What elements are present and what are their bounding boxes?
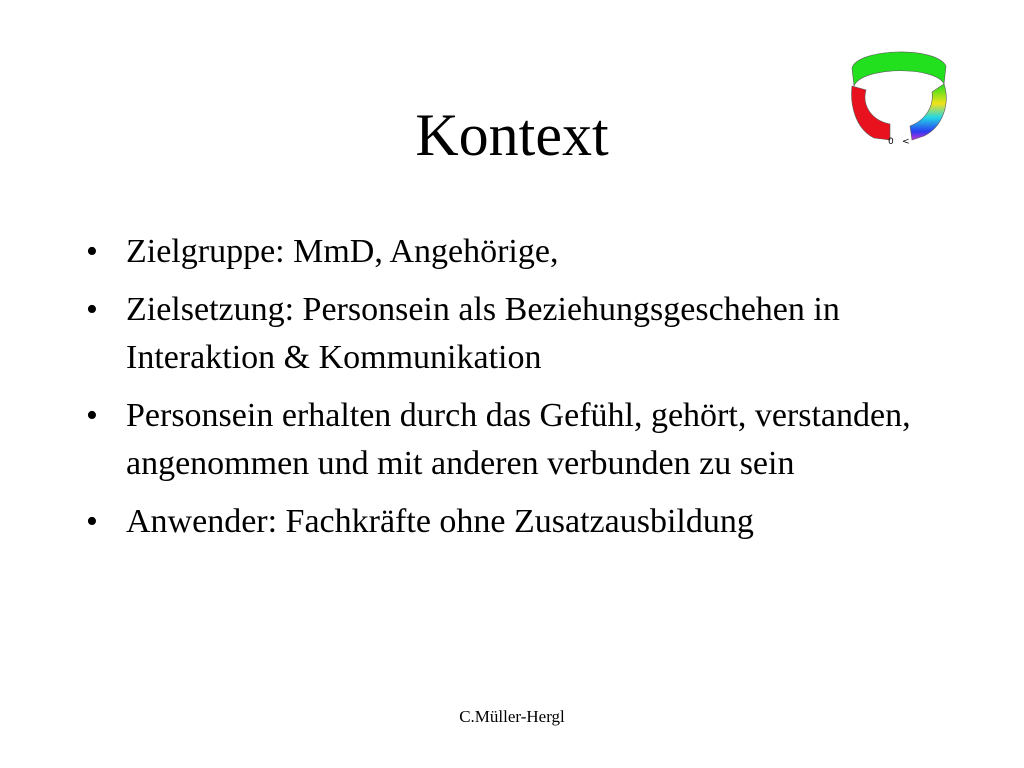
bullet-item xyxy=(86,498,966,546)
bullet-dot: • xyxy=(86,233,98,270)
logo-arrow-label: < xyxy=(902,137,910,147)
bullet-item xyxy=(86,228,966,276)
bullet-text: Zielgruppe: MmD, Angehörige, xyxy=(126,233,559,270)
footer-author: C.Müller-Hergl xyxy=(459,707,565,726)
bullet-dot: • xyxy=(86,503,98,540)
bullet-text: Anwender: Fachkräfte ohne Zusatzausbildung xyxy=(126,503,754,540)
slide-title: Kontext xyxy=(415,102,609,168)
bullet-item xyxy=(86,392,966,488)
bullet-text: Personsein erhalten durch das Gefühl, gehört, verstanden, angenommen und mit anderen verbunden zu sein xyxy=(126,397,911,482)
logo-zero-label: 0 xyxy=(888,137,894,147)
bullet-dot: • xyxy=(86,291,98,328)
bullet-item xyxy=(86,286,966,382)
bullet-dot: • xyxy=(86,397,98,434)
bullet-list xyxy=(86,228,966,556)
logo-green-segment xyxy=(852,52,946,86)
bullet-text: Zielsetzung: Personsein als Beziehungsgeschehen in Interaktion & Kommunikation xyxy=(126,291,840,376)
